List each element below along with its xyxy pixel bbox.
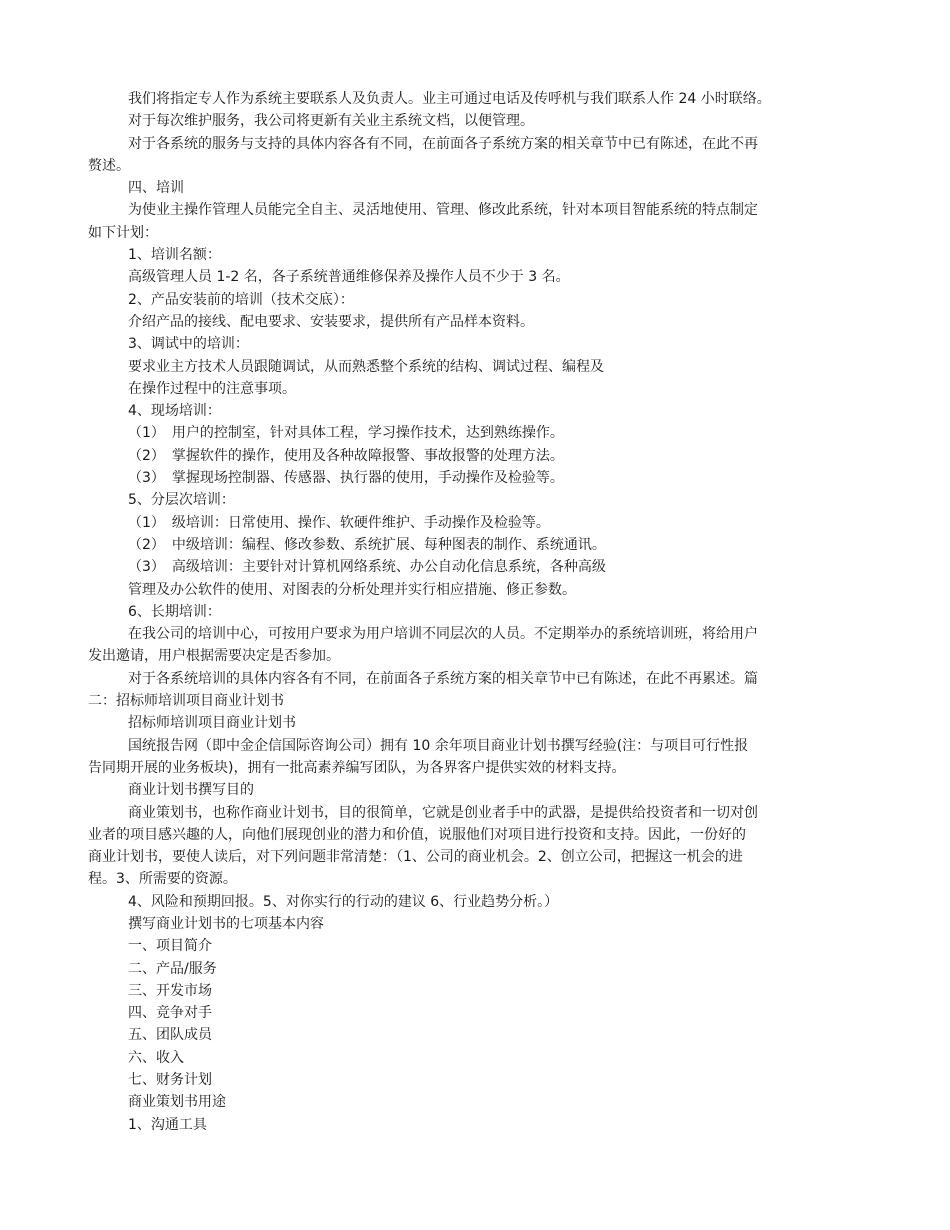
text-line: 5、分层次培训： <box>128 492 235 509</box>
text-line: 2、产品安装前的培训（技术交底）： <box>128 291 354 308</box>
text-line: 1、培训名额： <box>128 247 221 264</box>
text-line: 赘述。 <box>88 157 130 174</box>
text-line: （1） 级培训：日常使用、操作、软硬件维护、手动操作及检验等。 <box>128 514 550 531</box>
text-line: 1、沟通工具 <box>128 1116 207 1133</box>
text-line: 为使业主操作管理人员能完全自主、灵活地使用、管理、修改此系统，针对本项目智能系统的特点制定 <box>128 202 758 219</box>
text-line: 商业策划书用途 <box>128 1094 226 1111</box>
text-line: 四、培训 <box>128 180 184 197</box>
text-line: 国统报告网（即中金企信国际咨询公司）拥有 10 余年项目商业计划书撰写经验(注：与项目可行性报 <box>128 737 749 754</box>
text-line: 七、财务计划 <box>128 1072 212 1089</box>
text-line: 业者的项目感兴趣的人，向他们展现创业的潜力和价值，说服他们对项目进行投资和支持。因此，一份好的 <box>88 826 746 843</box>
text-line: 程。3、所需要的资源。 <box>88 871 237 888</box>
text-line: 三、开发市场 <box>128 982 212 999</box>
document-body <box>88 88 862 1136</box>
text-line: 在我公司的培训中心，可按用户要求为用户培训不同层次的人员。不定期举办的系统培训班，将给用户 <box>128 626 758 643</box>
text-line: 一、项目简介 <box>128 938 212 955</box>
text-line: 四、竞争对手 <box>128 1005 212 1022</box>
text-line: （3） 掌握现场控制器、传感器、执行器的使用，手动操作及检验等。 <box>128 470 564 487</box>
text-line: 发出邀请，用户根据需要决定是否参加。 <box>88 648 340 665</box>
text-line: 要求业主方技术人员跟随调试，从而熟悉整个系统的结构、调试过程、编程及 <box>128 358 604 375</box>
text-line: 在操作过程中的注意事项。 <box>128 380 296 397</box>
text-line: 对于各系统的服务与支持的具体内容各有不同，在前面各子系统方案的相关章节中已有陈述，在此不再 <box>128 135 758 152</box>
text-line: 4、现场培训： <box>128 403 221 420</box>
text-line: 二：招标师培训项目商业计划书 <box>88 693 284 710</box>
text-line: 招标师培训项目商业计划书 <box>128 715 296 732</box>
text-line: 对于各系统培训的具体内容各有不同，在前面各子系统方案的相关章节中已有陈述，在此不再累述。篇 <box>128 670 758 687</box>
text-line: 3、调试中的培训： <box>128 336 249 353</box>
text-line: 五、团队成员 <box>128 1027 212 1044</box>
text-line: 4、风险和预期回报。5、对你实行的行动的建议 6、行业趋势分析。） <box>128 893 559 910</box>
text-line: 高级管理人员 1-2 名，各子系统普通维修保养及操作人员不少于 3 名。 <box>128 269 570 286</box>
text-line: 二、产品/服务 <box>128 960 217 977</box>
text-line: 如下计划： <box>88 224 158 241</box>
text-line: （1） 用户的控制室，针对具体工程，学习操作技术，达到熟练操作。 <box>128 425 564 442</box>
text-line: （3） 高级培训：主要针对计算机网络系统、办公自动化信息系统，各种高级 <box>128 559 606 576</box>
text-line: 管理及办公软件的使用、对图表的分析处理并实行相应措施、修正参数。 <box>128 581 576 598</box>
text-line: 告同期开展的业务板块)，拥有一批高素养编写团队，为各界客户提供实效的材料支持。 <box>88 759 626 776</box>
text-line: 商业计划书，要使人读后，对下列问题非常清楚：（1、公司的商业机会。2、创立公司，把握这一机会的进 <box>88 849 743 866</box>
text-line: 对于每次维护服务，我公司将更新有关业主系统文档，以便管理。 <box>128 113 534 130</box>
text-line: 6、长期培训： <box>128 603 221 620</box>
text-line: 介绍产品的接线、配电要求、安装要求，提供所有产品样本资料。 <box>128 313 534 330</box>
text-line: 撰写商业计划书的七项基本内容 <box>128 915 324 932</box>
text-line: （2） 中级培训：编程、修改参数、系统扩展、每种图表的制作、系统通讯。 <box>128 536 606 553</box>
text-line: 商业计划书撰写目的 <box>128 782 254 799</box>
text-line: 六、收入 <box>128 1049 184 1066</box>
text-line: （2） 掌握软件的操作，使用及各种故障报警、事故报警的处理方法。 <box>128 447 564 464</box>
text-line: 商业策划书，也称作商业计划书，目的很简单，它就是创业者手中的武器，是提供给投资者和一切对创 <box>128 804 758 821</box>
text-line: 我们将指定专人作为系统主要联系人及负责人。业主可通过电话及传呼机与我们联系人作 24 小时联络。 <box>128 91 771 107</box>
